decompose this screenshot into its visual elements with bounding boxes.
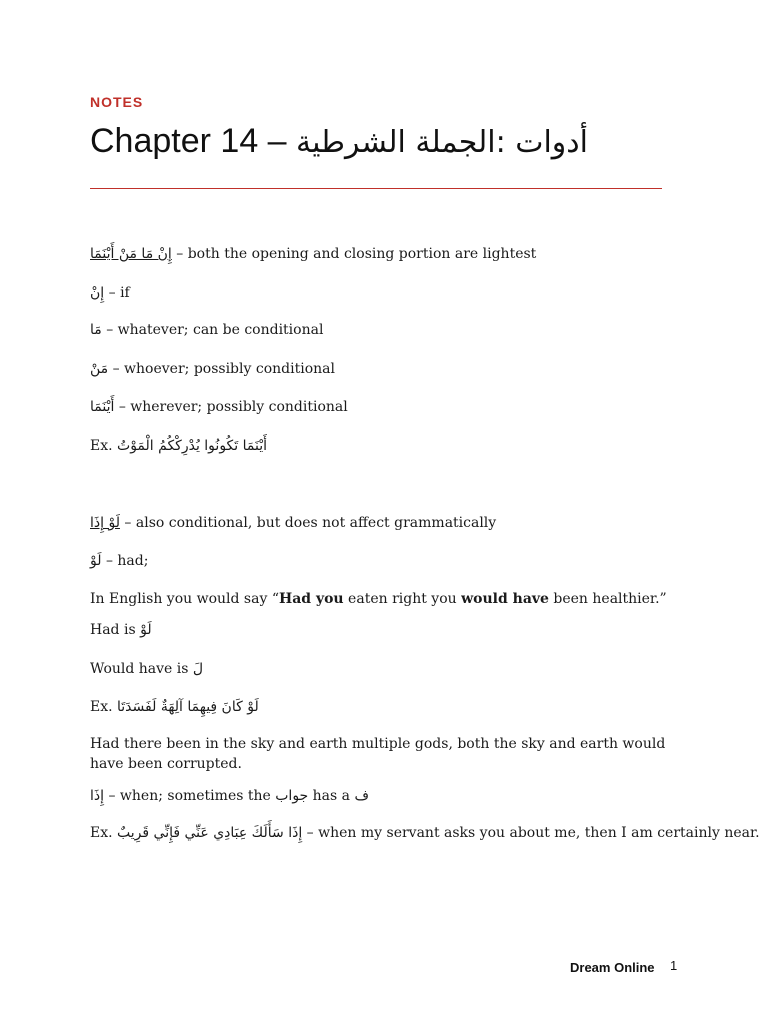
arabic-text: جواب	[275, 788, 309, 804]
example-line-2	[90, 697, 259, 717]
title-divider	[90, 188, 662, 189]
text-part: In English you would say “	[90, 591, 279, 607]
arabic-text: مَا	[90, 322, 102, 338]
text-part: been healthier.”	[548, 591, 667, 607]
english-text: – whatever; can be conditional	[101, 322, 324, 338]
arabic-text: لَوْ	[90, 553, 102, 569]
notes-label: NOTES	[90, 94, 144, 110]
english-text: has a	[308, 788, 355, 804]
footer-brand: Dream Online	[570, 960, 655, 975]
law-idha-line	[90, 513, 496, 533]
arabic-text: مَنْ	[90, 361, 109, 377]
english-text: – also conditional, but does not affect grammatically	[119, 515, 497, 531]
example-line-1	[90, 436, 267, 456]
english-text: Had is	[90, 622, 141, 638]
english-text: – if	[104, 285, 130, 301]
arabic-text: إِنْ مَا مَنْ أَيْنَمَا	[90, 246, 172, 262]
aynama-line	[90, 397, 348, 417]
english-text: – both the opening and closing portion are lightest	[171, 246, 537, 262]
had-is-line	[90, 620, 152, 640]
chapter-title-arabic: أدوات :الجملة الشرطية	[296, 125, 588, 160]
arabic-text: ف	[354, 788, 369, 804]
page-number: 1	[670, 958, 678, 973]
english-text: Ex.	[90, 825, 118, 841]
arabic-text: إِنْ	[90, 285, 105, 301]
arabic-text: أَيْنَمَا تَكُونُوا يُدْرِكْكُمُ الْمَوْتُ	[117, 438, 267, 454]
arabic-text: لَوْ إِذَا	[90, 515, 120, 531]
arabic-text: لَوْ	[140, 622, 152, 638]
in-line	[90, 283, 130, 303]
english-text: Would have is	[90, 661, 193, 677]
arabic-text: إِذَا	[90, 788, 105, 804]
law-line	[90, 551, 148, 571]
arabic-text: لَ	[192, 661, 204, 677]
ma-line	[90, 320, 323, 340]
chapter-title-prefix: Chapter 14 –	[90, 122, 287, 160]
arabic-text: لَوْ كَانَ فِيهِمَا آلِهَةٌ لَفَسَدَتَا	[117, 699, 259, 715]
english-text: – when; sometimes the	[104, 788, 276, 804]
arabic-text: أَيْنَمَا	[90, 399, 115, 415]
english-text: – whoever; possibly conditional	[108, 361, 335, 377]
english-text: – had;	[101, 553, 149, 569]
conditional-particles-line	[90, 244, 536, 264]
arabic-text: إِذَا سَأَلَكَ عِبَادِي عَنِّي فَإِنِّي قَرِيبٌ	[117, 825, 303, 841]
man-line	[90, 359, 335, 379]
would-have-line	[90, 659, 203, 679]
english-example-line	[90, 589, 667, 609]
english-text: Ex.	[90, 438, 118, 454]
english-text: – when my servant asks you about me, then I am certainly near.	[302, 825, 760, 841]
example-line-3	[90, 823, 760, 843]
translation-paragraph: Had there been in the sky and earth multiple gods, both the sky and earth would have been corrupted.	[90, 736, 666, 772]
bold-text: Had you	[278, 591, 344, 607]
english-text: Ex.	[90, 699, 118, 715]
text-part: eaten right you	[343, 591, 462, 607]
idha-line	[90, 786, 369, 806]
chapter-title	[90, 122, 588, 161]
english-text: – wherever; possibly conditional	[114, 399, 348, 415]
bold-text: would have	[461, 591, 549, 607]
